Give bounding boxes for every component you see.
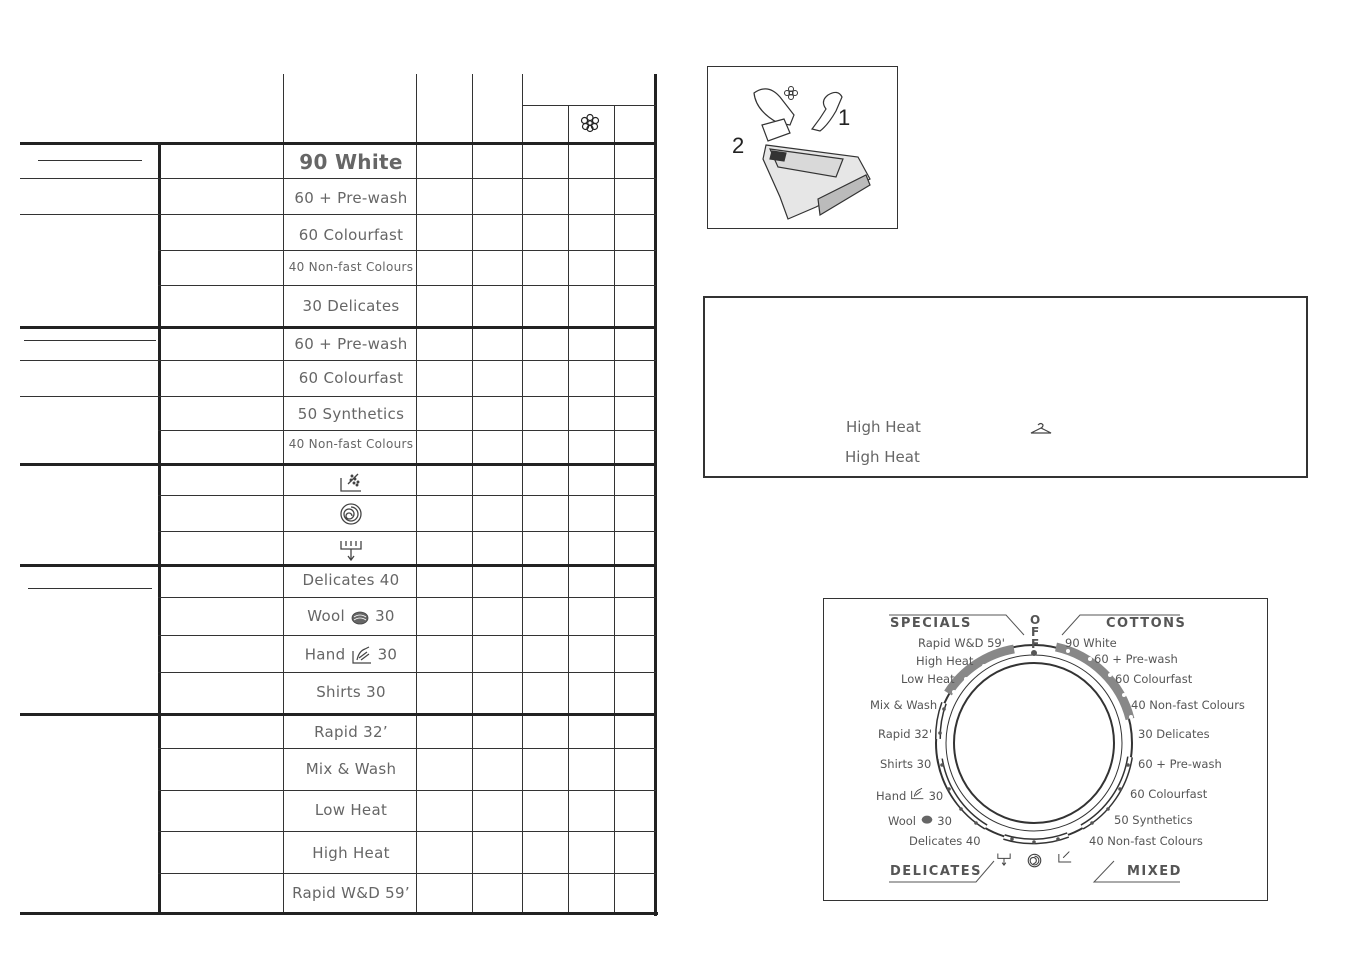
table-rule: [20, 214, 656, 215]
spin-icon: [1027, 853, 1042, 872]
dial-label: 50 Synthetics: [1114, 813, 1193, 827]
table-rule: [158, 531, 656, 532]
dial-label: 60 + Pre-wash: [1094, 652, 1178, 666]
group-underline: [24, 340, 156, 341]
table-rule: [158, 250, 656, 251]
rinse-icon: [1057, 849, 1073, 868]
dial-label-hand: [876, 787, 943, 803]
hand-wash-icon: [910, 789, 925, 803]
dial-label-wool: [888, 813, 952, 828]
table-rule: [20, 463, 656, 466]
table-rule: [20, 178, 656, 179]
programme-cell: Mix & Wash: [305, 760, 397, 778]
group-underline: [38, 160, 142, 161]
table-rule: [158, 831, 656, 832]
table-rule: [158, 790, 656, 791]
drain-icon: [285, 538, 417, 562]
dial-label: 40 Non-fast Colours: [1089, 834, 1203, 848]
hanger-icon: [1029, 420, 1053, 439]
table-rule: [20, 326, 656, 329]
table-rule: [20, 360, 656, 361]
programme-cell: Rapid W&D 59’: [292, 884, 410, 902]
softener-flower-icon: [580, 113, 600, 137]
programme-label: Hand: [304, 645, 346, 664]
dial-off-o: O: [1030, 613, 1041, 627]
table-rule: [20, 912, 658, 915]
table-rule: [158, 430, 656, 431]
drain-icon: [996, 851, 1012, 871]
programme-cell: 40 Non-fast Colours: [288, 437, 414, 451]
table-rule: [158, 285, 656, 286]
wool-icon: [920, 814, 934, 828]
group-delicates: DELICATES: [890, 864, 982, 879]
info-line-1: High Heat: [846, 418, 921, 436]
dial-label: 60 Colourfast: [1130, 787, 1208, 801]
programme-dial-panel: [823, 598, 1268, 901]
programme-cell: 60 Colourfast: [298, 226, 404, 244]
table-rule: [20, 564, 656, 567]
table-rule: [158, 748, 656, 749]
table-divider: [158, 142, 161, 914]
dial-off-f2: F: [1031, 637, 1040, 651]
table-rule: [158, 495, 656, 496]
group-underline: [28, 588, 152, 589]
table-rule: [158, 873, 656, 874]
dial-label: Wool: [888, 814, 916, 828]
wool-icon: [350, 607, 370, 625]
dial-label: Low Heat: [901, 672, 955, 686]
detergent-drawer-illustration: [707, 66, 898, 229]
table-rule: [20, 396, 656, 397]
table-rule: [20, 142, 656, 145]
table-rule: [158, 635, 656, 636]
drying-info-box: [703, 296, 1308, 478]
programme-cell: 60 Colourfast: [298, 369, 404, 387]
programme-cell: 60 + Pre-wash: [294, 189, 408, 207]
dial-label: Shirts 30: [880, 757, 932, 771]
dial-label: Rapid W&D 59': [918, 636, 1005, 650]
group-specials: SPECIALS: [890, 616, 972, 631]
table-rule: [158, 672, 656, 673]
table-divider: [283, 74, 284, 914]
table-divider: [568, 105, 569, 914]
programme-cell: 90 White: [299, 150, 403, 174]
programme-cell: Shirts 30: [316, 683, 386, 701]
programme-table: [20, 74, 660, 916]
dial-label: 30 Delicates: [1138, 727, 1210, 741]
programme-cell: Rapid 32’: [314, 723, 388, 741]
dial-suffix: 30: [928, 789, 944, 803]
dial-label: 60 + Pre-wash: [1138, 757, 1222, 771]
rinse-icon: [285, 470, 417, 494]
programme-suffix: 30: [377, 645, 398, 664]
hand-wash-icon: [351, 646, 373, 664]
dial-drawing: [824, 599, 1267, 900]
spin-icon: [285, 502, 417, 526]
dial-label: 90 White: [1065, 636, 1117, 650]
table-divider: [472, 74, 473, 914]
dial-label: 60 Colourfast: [1115, 672, 1193, 686]
programme-label: Wool: [307, 607, 345, 625]
programme-suffix: 30: [375, 607, 395, 625]
programme-cell: 50 Synthetics: [297, 405, 405, 423]
programme-cell: 60 + Pre-wash: [294, 335, 408, 353]
programme-cell: 40 Non-fast Colours: [288, 260, 414, 274]
table-rule: [158, 597, 656, 598]
programme-cell: [285, 607, 417, 626]
compartment-2-label: 2: [732, 133, 745, 158]
dial-label: High Heat: [916, 654, 974, 668]
dial-suffix: 30: [937, 814, 952, 828]
programme-cell: Low Heat: [314, 801, 388, 819]
dial-label: 40 Non-fast Colours: [1131, 698, 1245, 712]
group-mixed: MIXED: [1127, 864, 1182, 879]
table-rule: [522, 105, 656, 106]
dial-label: Delicates 40: [909, 834, 981, 848]
table-rule: [20, 713, 656, 716]
dial-label: Rapid 32': [878, 727, 933, 741]
dial-off-f1: F: [1031, 625, 1040, 639]
programme-cell: 30 Delicates: [302, 297, 400, 315]
table-divider: [614, 105, 615, 914]
programme-cell: Delicates 40: [302, 571, 400, 589]
programme-cell: High Heat: [312, 844, 390, 862]
info-line-2: High Heat: [845, 448, 920, 466]
compartment-1-label: 1: [838, 105, 851, 130]
programme-cell: [285, 645, 417, 665]
dial-label: Mix & Wash: [870, 698, 938, 712]
table-divider: [522, 74, 523, 914]
dial-label: Hand: [876, 789, 907, 803]
group-cottons: COTTONS: [1106, 616, 1187, 631]
